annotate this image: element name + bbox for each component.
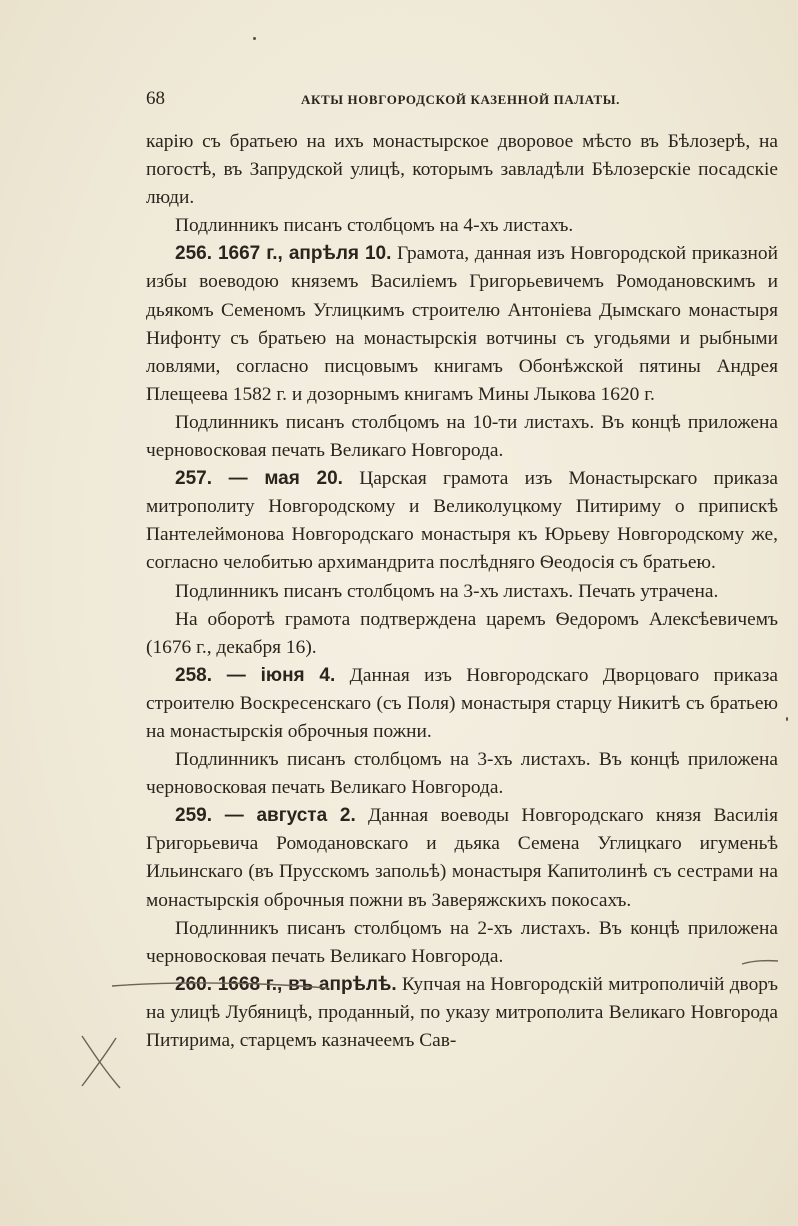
paragraph-text: карію съ братьею на ихъ монастырское дворовое мѣсто въ Бѣлозерѣ, на погостѣ, въ Запрудской улицѣ, которымъ завладѣли Бѣлозерскіе посадскіе люди.	[146, 131, 778, 209]
page-speck	[253, 37, 256, 40]
paragraph-text: Подлинникъ писанъ столбцомъ на 4-хъ листахъ.	[175, 215, 574, 237]
entry-256	[146, 240, 778, 409]
paragraph-text: Данная изъ Новгородскаго Дворцоваго приказа строителю Воскресенскаго (съ Поля) монастыря старцу Никитѣ съ братьею на монастырскія оброчныя пожни.	[146, 664, 778, 742]
pencil-cross-mark	[76, 1032, 124, 1092]
pencil-dash-mark	[740, 955, 780, 969]
body-text	[146, 128, 778, 1055]
paragraph-text: Подлинникъ писанъ столбцомъ на 10-ти листахъ. Въ концѣ приложена черновосковая печать Великаго Новгорода.	[146, 411, 778, 462]
paragraph	[146, 128, 778, 212]
paragraph-text: Грамота, данная изъ Новгородской приказной избы воеводою княземъ Василіемъ Григорьевичемъ Ромодановскимъ и дьякомъ Семеномъ Углицкимъ строителю Антоніева Дымскаго монастыря Нифонту съ братьею на монастырскія вотчины съ угодьями и рыбными ловлями, согласно писцовымъ книгамъ Обонѣжской пятины Андрея Плещеева 1582 г. и дозорнымъ книгамъ Мины Лыкова 1620 г.	[146, 243, 779, 405]
paragraph	[146, 606, 778, 662]
entry-257	[146, 465, 778, 577]
pencil-underline-mark	[110, 978, 330, 994]
paragraph	[146, 915, 778, 971]
entry-heading: 256. 1667 г., апрѣля 10.	[175, 243, 392, 265]
paragraph-text: Подлинникъ писанъ столбцомъ на 2-хъ листахъ. Въ концѣ приложена черновосковая печать Великаго Новгорода.	[146, 917, 778, 967]
paragraph-text: Купчая на Новгородскій митрополичій дворъ на улицѣ Лубяницѣ, проданный, по указу митрополита Великаго Новгорода Питирима, старцемъ казначеемъ Сав-	[146, 973, 779, 1051]
paragraph-text: Данная воеводы Новгородскаго князя Василія Григорьевича Ромодановскаго и дьяка Семена Углицкаго игуменьѣ Ильинскаго (въ Прусскомъ запольѣ) монастыря Капитолинѣ съ сестрами на монастырскія оброчныя пожни въ Заверяжскихъ покосахъ.	[146, 805, 778, 911]
paragraph	[146, 746, 778, 802]
entry-heading: 259. — августа 2.	[175, 805, 356, 827]
page-number: 68	[146, 88, 165, 109]
paragraph-text: На оборотѣ грамота подтверждена царемъ Ѳедоромъ Алексѣевичемъ (1676 г., декабря 16).	[146, 608, 778, 658]
entry-heading: 260. 1668 г., въ апрѣлѣ.	[175, 973, 397, 995]
page-header	[146, 88, 764, 114]
paragraph-text: Подлинникъ писанъ столбцомъ на 3-хъ листахъ. Печать утрачена.	[175, 580, 719, 602]
paragraph	[146, 578, 778, 606]
page-speck	[786, 717, 788, 721]
paragraph-text: Подлинникъ писанъ столбцомъ на 3-хъ листахъ. Въ концѣ приложена черновосковая печать Великаго Новгорода.	[146, 749, 778, 799]
paragraph	[146, 409, 778, 465]
paragraph	[146, 212, 778, 240]
entry-heading: 257. — мая 20.	[175, 468, 343, 490]
paragraph-text: Царская грамота изъ Монастырскаго приказа митрополиту Новгородскому и Великолуцкому Питириму о припискѣ Пантелеймонова Новгородскаго монастыря къ Юрьеву Новгородскому же, согласно челобитью архимандрита послѣдняго Ѳеодосія съ братьею.	[146, 468, 779, 574]
entry-259	[146, 802, 778, 914]
running-title: АКТЫ НОВГОРОДСКОЙ КАЗЕННОЙ ПАЛАТЫ.	[301, 92, 620, 107]
entry-258	[146, 662, 778, 746]
entry-heading: 258. — іюня 4.	[175, 664, 336, 686]
